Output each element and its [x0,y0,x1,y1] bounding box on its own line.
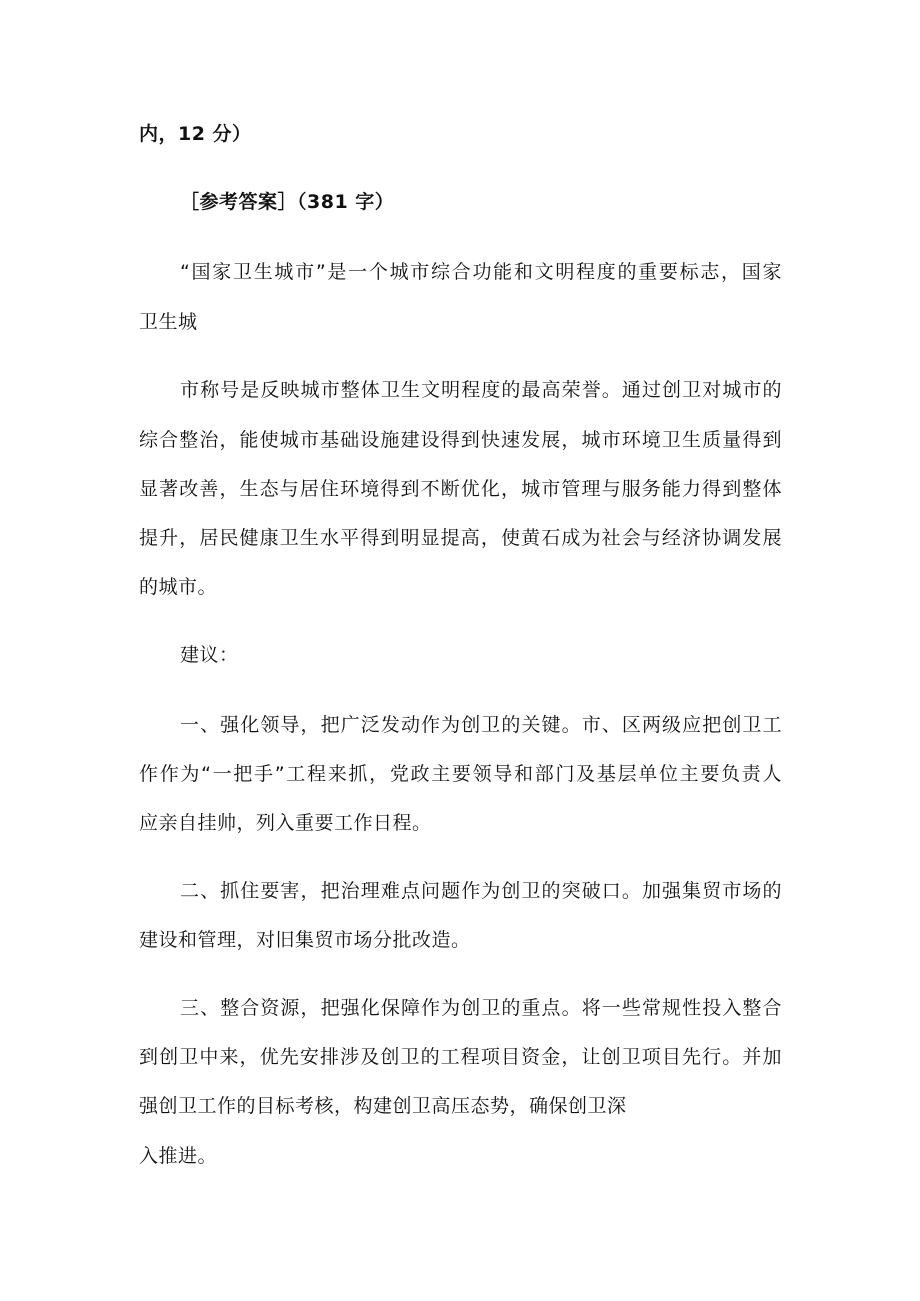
suggestion-2-line-2: 建设和管理，对旧集贸市场分批改造。 [139,929,471,951]
paragraph-1-line-1: “国家卫生城市”是一个城市综合功能和文明程度的重要标志，国家 [180,261,782,283]
suggestions-heading: 建议： [180,644,239,666]
suggestion-2-line-1: 二、抓住要害，把治理难点问题作为创卫的突破口。加强集贸市场的 [180,880,782,902]
paragraph-2-line-1: 市称号是反映城市整体卫生文明程度的最高荣誉。通过创卫对城市的 [180,379,782,401]
answer-heading: ［参考答案］（381 字） [180,191,395,213]
suggestion-3-line-4: 入推进。 [139,1145,218,1167]
suggestion-1-line-1: 一、强化领导，把广泛发动作为创卫的关键。市、区两级应把创卫工 [180,714,782,736]
suggestion-1-line-2: 作作为“一把手”工程来抓，党政主要领导和部门及基层单位主要负责人 [139,763,782,785]
text-line-fragment: 内，12 分） [139,123,252,145]
paragraph-2-line-2: 综合整治，能使城市基础设施建设得到快速发展，城市环境卫生质量得到 [139,429,782,451]
suggestion-1-line-3: 应亲自挂帅，列入重要工作日程。 [139,812,432,834]
suggestion-3-line-3: 强创卫工作的目标考核，构建创卫高压态势，确保创卫深 [139,1095,627,1117]
suggestion-3-line-1: 三、整合资源，把强化保障作为创卫的重点。将一些常规性投入整合 [180,997,782,1019]
suggestion-3-line-2: 到创卫中来，优先安排涉及创卫的工程项目资金，让创卫项目先行。并加 [139,1046,782,1068]
paragraph-2-line-5: 的城市。 [139,576,218,598]
paragraph-1-line-2: 卫生城 [139,311,198,333]
paragraph-2-line-3: 显著改善，生态与居住环境得到不断优化，城市管理与服务能力得到整体 [139,478,782,500]
paragraph-2-line-4: 提升，居民健康卫生水平得到明显提高，使黄石成为社会与经济协调发展 [139,527,782,549]
